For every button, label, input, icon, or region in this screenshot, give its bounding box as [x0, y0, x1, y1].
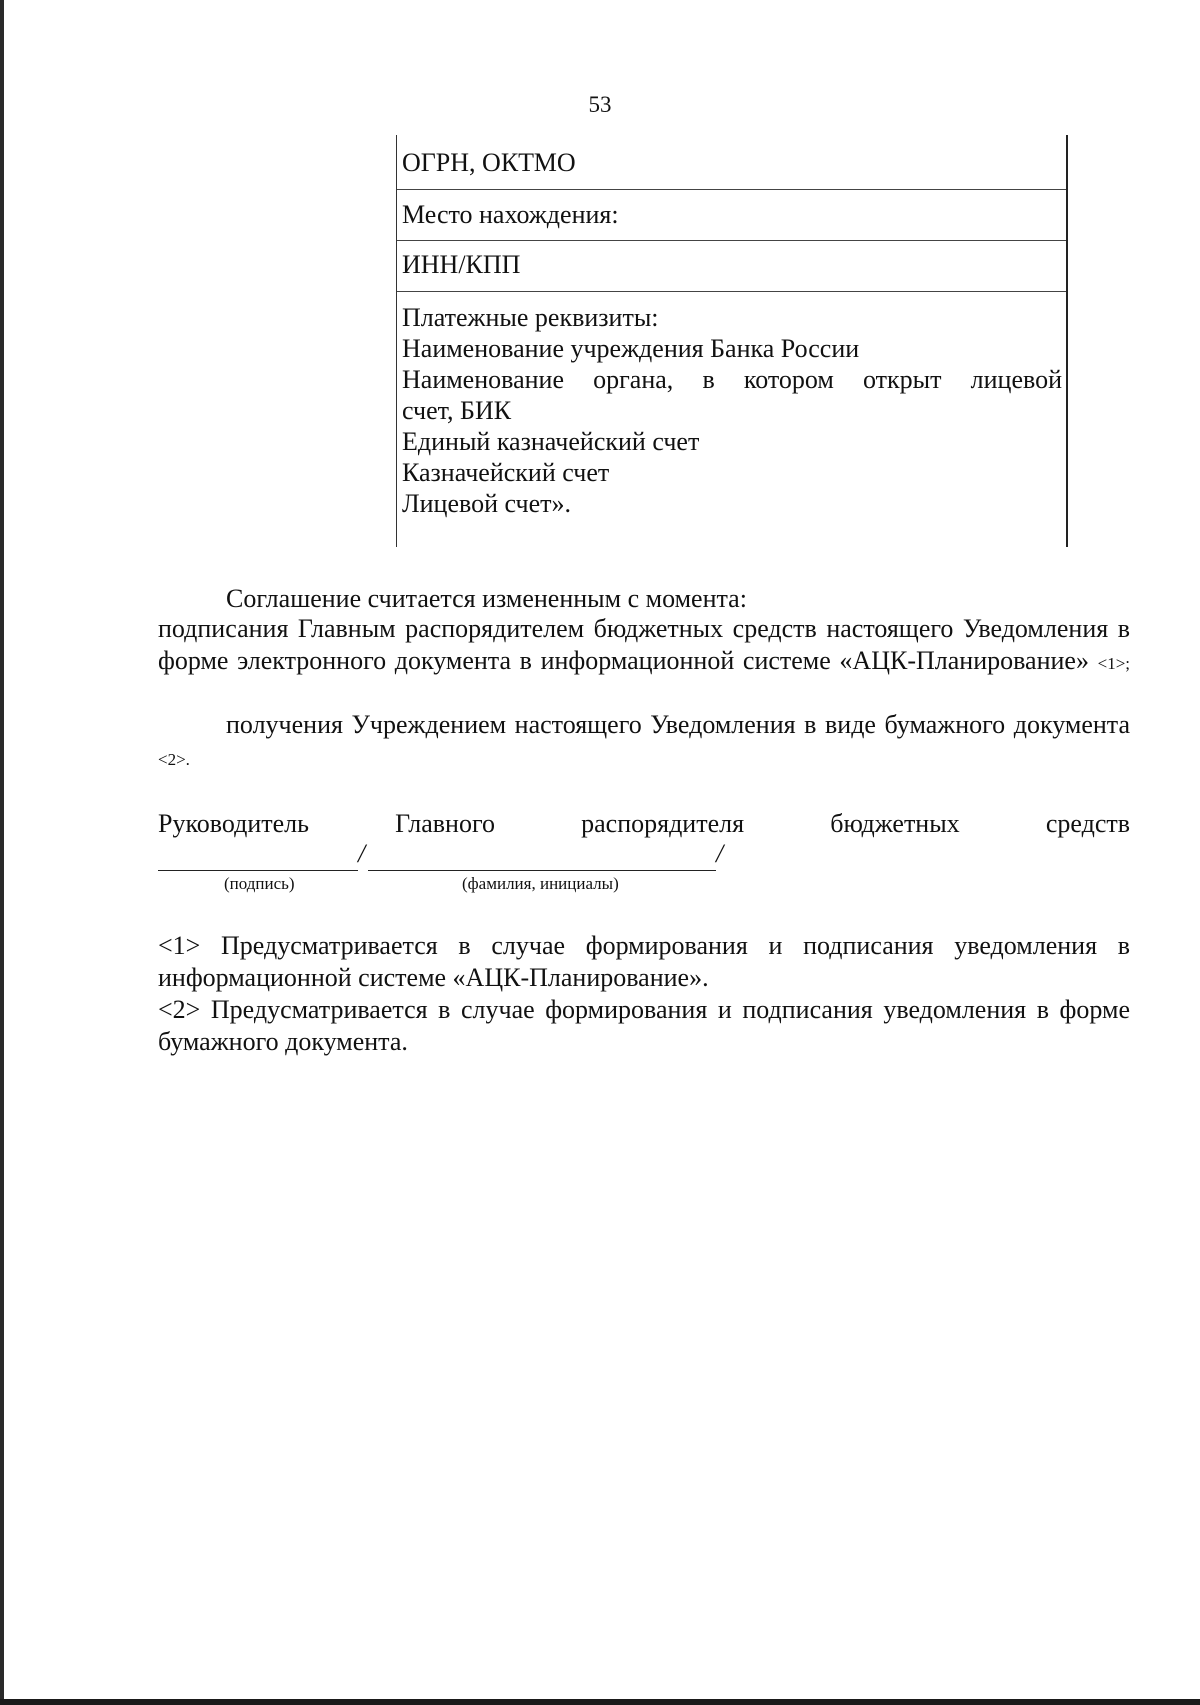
scan-bottom-edge: [0, 1699, 1200, 1705]
footnote-ref-1: <1>;: [1097, 654, 1131, 673]
table-row-ogrn: ОГРН, ОКТМО: [396, 135, 1066, 190]
signature-line: [158, 870, 358, 871]
signature-slash-1: /: [358, 839, 366, 868]
paragraph-receipt-text: получения Учреждением настоящего Уведомления в виде бумажного документа: [226, 710, 1130, 739]
table-left-border: [396, 135, 397, 547]
table-right-border: [1066, 135, 1068, 547]
name-line: [368, 870, 716, 871]
payment-treasury-account: Казначейский счет: [402, 458, 610, 487]
signature-title: Руководитель Главного распорядителя бюджетных средств: [158, 809, 1130, 838]
payment-organ-line1: Наименование органа, в котором открыт лицевой: [402, 365, 1062, 394]
payment-title: Платежные реквизиты:: [402, 303, 659, 332]
payment-organ-line2: счет, БИК: [402, 396, 512, 425]
paragraph-receipt: [158, 709, 1130, 776]
payment-bank: Наименование учреждения Банка России: [402, 334, 860, 363]
footnote-ref-2: <2>.: [158, 750, 190, 769]
table-row-location: Место нахождения:: [396, 190, 1066, 241]
footnotes: [158, 930, 1130, 1058]
requisites-table: [396, 135, 1066, 519]
payment-unified-account: Единый казначейский счет: [402, 427, 700, 456]
footnote-1: <1> Предусматривается в случае формирования и подписания уведомления в информационной системе «АЦК-Планирование».: [158, 931, 1130, 992]
payment-personal-account: Лицевой счет».: [402, 489, 572, 518]
paragraph-signing-text: подписания Главным распорядителем бюджетных средств настоящего Уведомления в форме электронного документа в информационной системе «АЦК-Планирование»: [158, 614, 1130, 675]
table-row-payment: [396, 292, 1066, 519]
table-row-inn: ИНН/КПП: [396, 241, 1066, 292]
paragraph-agreement-modified: Соглашение считается измененным с момента:: [226, 584, 747, 613]
page-number: 53: [588, 92, 612, 117]
caption-name: (фамилия, инициалы): [462, 874, 619, 893]
scan-left-edge: [0, 0, 4, 1705]
paragraph-signing: [158, 613, 1130, 680]
caption-signature: (подпись): [224, 874, 295, 893]
signature-slash-2: /: [716, 839, 724, 868]
footnote-2: <2> Предусматривается в случае формирования и подписания уведомления в форме бумажного документа.: [158, 995, 1130, 1056]
